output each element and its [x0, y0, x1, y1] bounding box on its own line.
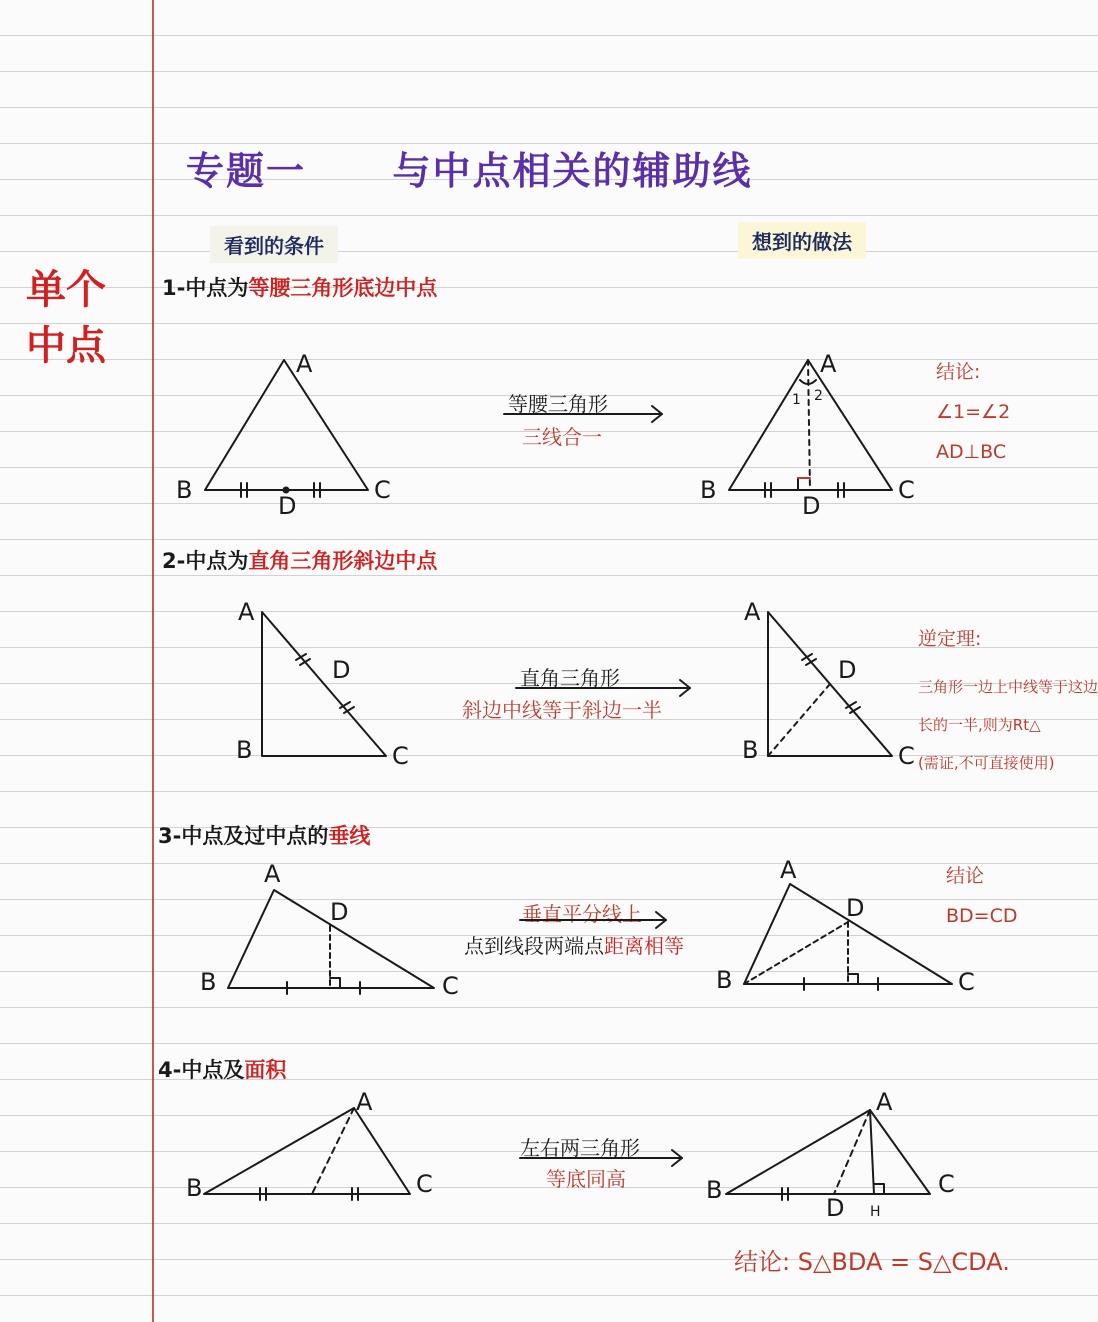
note-2-line-2: 长的一半,则为Rt△ [918, 716, 1041, 734]
fig3l-right-angle [330, 978, 340, 988]
arrow-3-bottom-text-b: 距离相等 [604, 934, 684, 958]
section-1-prefix: 1-中点为 [162, 276, 249, 300]
label-A: A [744, 598, 761, 626]
section-2-prefix: 2-中点为 [162, 549, 249, 573]
arrow-3-bottom-text-a: 点到线段两端点 [464, 934, 604, 958]
arrow-1 [504, 406, 662, 422]
section-2-highlight: 直角三角形斜边中点 [248, 549, 438, 573]
note-1-line-1: ∠1=∠2 [936, 401, 1011, 423]
note-1-title: 结论: [936, 361, 981, 383]
label-B: B [716, 966, 733, 994]
arrow-3-top-text: 垂直平分线上 [522, 902, 642, 926]
section-4-highlight: 面积 [244, 1058, 287, 1082]
label-H: H [870, 1204, 881, 1220]
label-B: B [186, 1174, 203, 1202]
point-labels [176, 350, 975, 1222]
note-4-title: 结论: [734, 1248, 791, 1276]
label-D: D [838, 656, 857, 684]
figure-2-right-triangle [768, 612, 892, 756]
header-conditions: 看到的条件 [210, 226, 338, 263]
label-C: C [416, 1170, 433, 1198]
note-1-line-2: AD⊥BC [936, 441, 1007, 463]
section-4-prefix: 4-中点及 [158, 1058, 245, 1082]
arrow-4-bottom-text: 等底同高 [546, 1167, 626, 1191]
label-C: C [938, 1170, 955, 1198]
note-3-title: 结论 [946, 865, 985, 887]
figure-1-left-triangle [205, 360, 368, 497]
label-B: B [706, 1176, 723, 1204]
label-B: B [700, 476, 717, 504]
note-4-formula: S△BDA = S△CDA. [797, 1248, 1010, 1276]
label-A: A [296, 350, 313, 378]
figure-1-right-triangle [729, 360, 892, 497]
fig4r-median [834, 1110, 870, 1194]
note-2-line-3: (需证,不可直接使用) [918, 754, 1055, 772]
label-A: A [820, 350, 837, 378]
label-B: B [236, 736, 253, 764]
label-A: A [356, 1088, 373, 1116]
angle-label-2: 2 [814, 388, 823, 404]
fig4r-altitude [870, 1110, 874, 1194]
fig3r-bd-segment [744, 922, 848, 984]
figure-2-left-triangle [262, 612, 386, 756]
fig2l-outline [262, 612, 386, 756]
fig2l-tick [296, 654, 306, 660]
figure-4-left-triangle [204, 1108, 410, 1200]
section-1-highlight: 等腰三角形底边中点 [248, 276, 438, 300]
label-B: B [200, 968, 217, 996]
side-label-line1: 单个 [26, 267, 106, 313]
note-2-line-1: 三角形一边上中线等于这边 [918, 678, 1098, 696]
label-B: B [742, 736, 759, 764]
label-A: A [780, 856, 797, 884]
label-D: D [846, 894, 865, 922]
angle-label-1: 1 [792, 392, 801, 408]
arrow-2 [516, 680, 690, 696]
note-2-title: 逆定理: [918, 628, 982, 650]
fig3r-right-angle [848, 974, 858, 984]
label-D: D [332, 656, 351, 684]
label-C: C [442, 972, 459, 1000]
fig2r-tick [802, 654, 812, 660]
fig1r-median [808, 360, 810, 490]
section-3-prefix: 3-中点及过中点的 [158, 824, 329, 848]
label-C: C [898, 742, 915, 770]
arrow-2-top-text: 直角三角形 [520, 666, 620, 690]
arrow-1-bottom-text: 三线合一 [522, 425, 602, 449]
fig4r-outline [726, 1110, 930, 1194]
side-label-line2: 中点 [26, 323, 106, 369]
arrow-4-top-text: 左右两三角形 [520, 1136, 640, 1160]
fig2r-median [768, 684, 830, 756]
figure-4-right-triangle [726, 1110, 930, 1200]
note-3-line-1: BD=CD [946, 905, 1018, 927]
label-B: B [176, 476, 193, 504]
title-topic-name: 与中点相关的辅助线 [392, 149, 753, 193]
label-D: D [826, 1194, 845, 1222]
title-topic-number: 专题一 [186, 149, 307, 193]
arrow-1-top-text: 等腰三角形 [508, 392, 608, 416]
label-D: D [330, 898, 349, 926]
label-C: C [374, 476, 391, 504]
section-3-highlight: 垂线 [328, 824, 371, 848]
arrow-3 [520, 912, 666, 928]
label-A: A [264, 860, 281, 888]
fig4l-outline [204, 1108, 410, 1194]
label-C: C [958, 968, 975, 996]
label-A: A [876, 1088, 893, 1116]
fig4r-right-angle [874, 1184, 884, 1194]
fig2l-tick [300, 659, 310, 665]
label-C: C [392, 742, 409, 770]
arrow-4 [520, 1150, 682, 1166]
label-D: D [802, 492, 821, 520]
label-C: C [898, 476, 915, 504]
header-methods: 想到的做法 [738, 222, 866, 259]
fig1l-outline [205, 360, 368, 490]
label-D: D [278, 492, 297, 520]
label-A: A [238, 598, 255, 626]
fig2r-tick [806, 659, 816, 665]
arrow-2-bottom-text: 斜边中线等于斜边一半 [462, 698, 662, 722]
